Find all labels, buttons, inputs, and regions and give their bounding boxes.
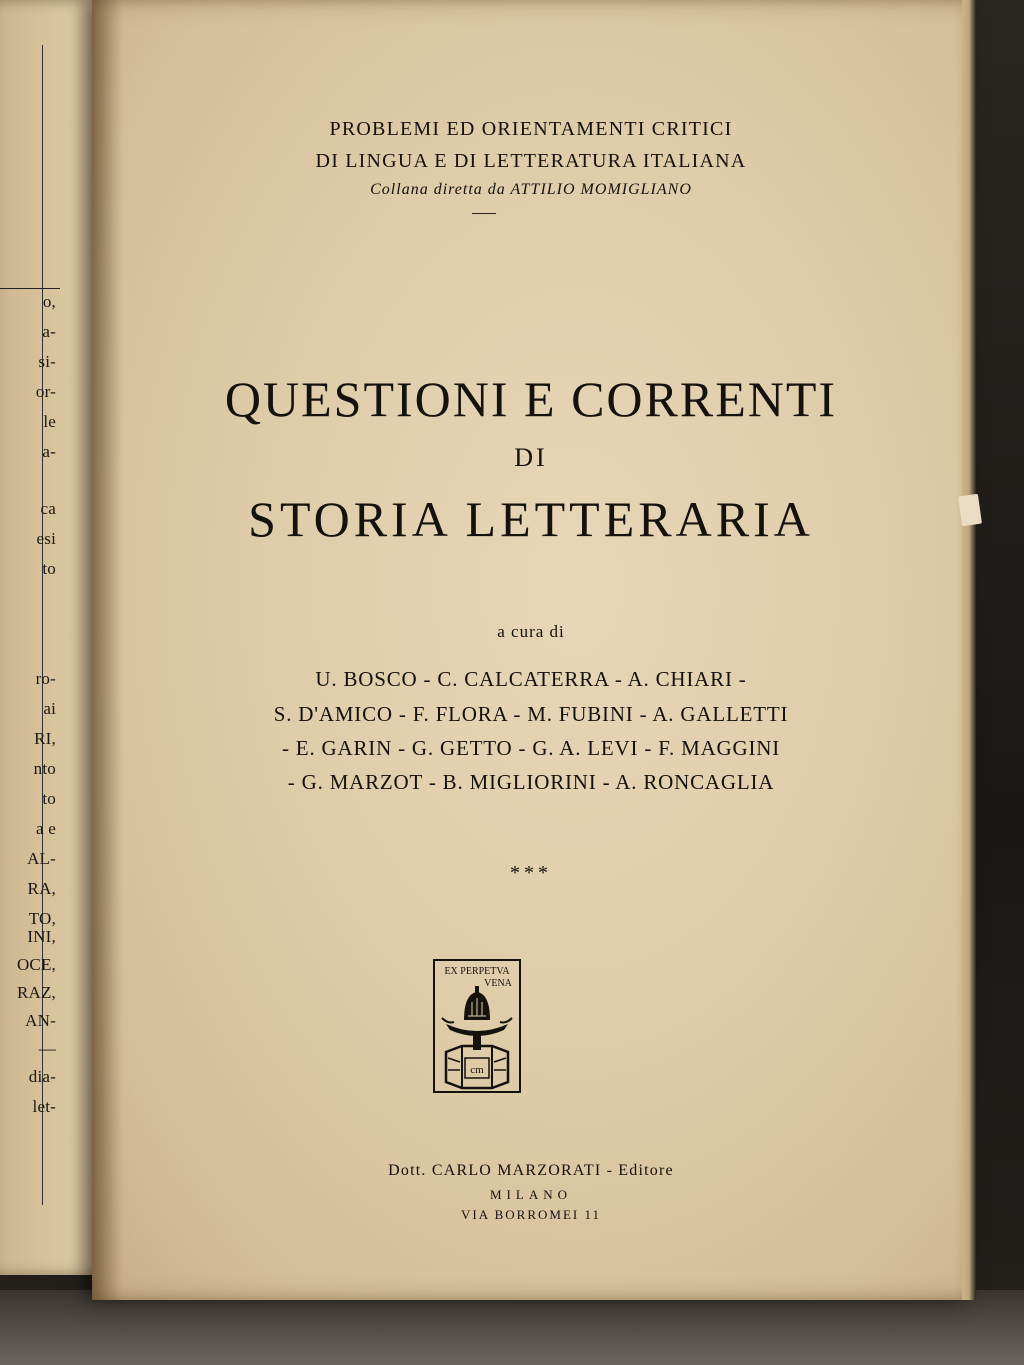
left-page-fragment: INI, (27, 927, 56, 946)
left-page-fragment: to (42, 789, 56, 808)
main-title-line-3: STORIA LETTERARIA (248, 491, 814, 547)
series-editor-line: Collana diretta da ATTILIO MOMIGLIANO (370, 181, 692, 198)
left-page-fragment: dia- (28, 1067, 56, 1086)
left-page-fragment: ai (43, 699, 56, 718)
left-page-fragment: RI, (34, 729, 56, 748)
left-page-fragment: let- (32, 1097, 56, 1116)
left-page-fragment: a- (42, 442, 56, 461)
authors-line-1: U. BOSCO - C. CALCATERRA - A. CHIARI - (315, 667, 747, 691)
volume-stars: *** (510, 862, 552, 884)
authors-line-2: S. D'AMICO - F. FLORA - M. FUBINI - A. GALLETTI (273, 702, 789, 726)
series-divider (472, 213, 496, 214)
series-title-line-2: DI LINGUA E DI LETTERATURA ITALIANA (315, 150, 747, 172)
publisher-address: VIA BORROMEI 11 (460, 1207, 602, 1222)
left-page-fragment: OCE, (16, 955, 56, 974)
left-page-fragment: AL- (27, 849, 56, 868)
emblem-initials: cm (470, 1064, 484, 1076)
table-surface (0, 1290, 1024, 1365)
main-title-line-2: DI (514, 443, 548, 472)
left-page-fragment: to (42, 559, 56, 578)
emblem-motto-line-1: EX PERPETVA (444, 966, 510, 977)
left-page-fragment: RAZ, (16, 983, 56, 1002)
left-page-fragment: nto (33, 759, 56, 778)
left-page-fragment: si- (38, 352, 56, 371)
left-page-fragment: ro- (35, 669, 56, 688)
left-page-fragment: — (38, 1039, 56, 1058)
main-title-line-1: QUESTIONI E CORRENTI (224, 371, 838, 427)
left-page-fragment: RA, (27, 879, 56, 898)
publisher-city: MILANO (490, 1187, 572, 1202)
left-page-fragment: AN- (25, 1011, 56, 1030)
emblem-motto-line-2: VENA (484, 978, 512, 989)
left-page-fragment: a e (36, 819, 56, 838)
left-page-fragment: a- (42, 322, 56, 341)
authors-line-3: - E. GARIN - G. GETTO - G. A. LEVI - F. MAGGINI (281, 736, 781, 760)
left-page-fragment: or- (35, 382, 56, 401)
left-page-fragment: TO, (28, 909, 56, 928)
left-page-fragment: le (43, 412, 56, 431)
curator-label: a cura di (497, 622, 565, 641)
left-page-fragment: o, (42, 292, 56, 311)
left-page-fragment: ca (40, 499, 56, 518)
fountain-emblem-icon (432, 958, 522, 1094)
publisher-name: Dott. CARLO MARZORATI - Editore (388, 1162, 674, 1179)
authors-line-4: - G. MARZOT - B. MIGLIORINI - A. RONCAGLIA (287, 770, 775, 794)
series-title-line-1: PROBLEMI ED ORIENTAMENTI CRITICI (329, 118, 733, 140)
left-page-fragment: esi (36, 529, 56, 548)
